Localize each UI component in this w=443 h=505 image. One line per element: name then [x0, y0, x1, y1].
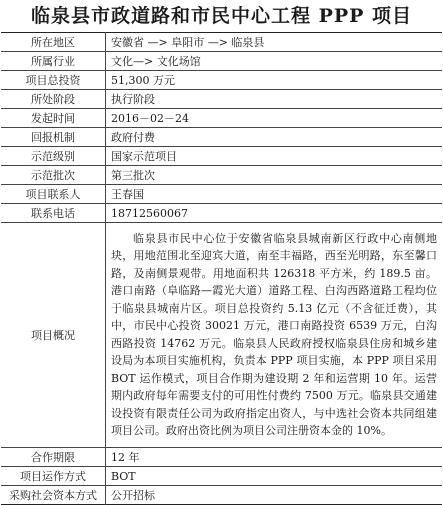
row-label: 回报机制	[1, 128, 106, 147]
row-label: 项目运作方式	[1, 467, 106, 486]
row-label: 项目概况	[1, 223, 106, 448]
table-row	[1, 33, 442, 52]
table-row	[1, 90, 442, 109]
row-label: 发起时间	[1, 109, 106, 128]
page-title: 临泉县市政道路和市民中心工程 PPP 项目	[30, 5, 413, 27]
row-value-return-mechanism: 政府付费	[106, 128, 443, 147]
row-label: 项目总投资	[1, 71, 106, 90]
row-value-region: 安徽省 —> 阜阳市 —> 临泉县	[106, 33, 443, 52]
project-info-table	[1, 32, 442, 505]
row-value-phone: 18712560067	[106, 204, 443, 223]
row-value-launch-date: 2016－02－24	[106, 109, 443, 128]
row-value-operation-mode: BOT	[106, 467, 443, 486]
row-label: 采购社会资本方式	[1, 486, 106, 505]
row-value-contact: 王春国	[106, 185, 443, 204]
row-value-procurement: 公开招标	[106, 486, 443, 505]
table-row	[1, 448, 442, 467]
row-value-term: 12 年	[106, 448, 443, 467]
row-label: 所属行业	[1, 52, 106, 71]
table-row	[1, 147, 442, 166]
row-label: 示范批次	[1, 166, 106, 185]
row-label: 项目联系人	[1, 185, 106, 204]
table-row	[1, 128, 442, 147]
row-label: 示范级别	[1, 147, 106, 166]
table-row	[1, 467, 442, 486]
table-row	[1, 71, 442, 90]
row-label: 合作期限	[1, 448, 106, 467]
row-label: 所处阶段	[1, 90, 106, 109]
row-label: 所在地区	[1, 33, 106, 52]
table-row	[1, 204, 442, 223]
row-value-total-investment: 51,300 万元	[106, 71, 443, 90]
row-value-demo-level: 国家示范项目	[106, 147, 443, 166]
table-row	[1, 185, 442, 204]
row-value-stage: 执行阶段	[106, 90, 443, 109]
row-value-industry: 文化—> 文化场馆	[106, 52, 443, 71]
row-label: 联系电话	[1, 204, 106, 223]
table-row	[1, 109, 442, 128]
table-row	[1, 486, 442, 505]
project-overview-text: 临泉县市民中心位于安徽省临泉县城南新区行政中心南侧地块，用地范围北至迎宾大道，南至丰福路，西至光明路，东至馨口路，及南侧景观带。用地面积共 126318 平方米，约 189.5 亩。港口南路（阜临路—霞光大道）道路工程、白沟西路道路工程均位于临泉县城南片区。项目总投资约 5.13 亿元（不含征迁费），其中，市民中心投资 30021 万元，港口南路投资 6539 万元，白沟西路投资 14762 万元。临泉县人民政府授权临泉县住房和城乡建设局为本项目实施机构，负责本 PPP 项目实施，本 PPP 项目采用 BOT 运作模式，项目合作期为建设期 2 年和运营期 10 年。运营期内政府每年需要支付的可用性付费约 7500 万元。临泉县交通建设投资有限责任公司为政府指定出资人，与中选社会资本共同组建项目公司。政府出资比例为项目公司注册资本金的 10%。	[106, 223, 443, 448]
table-row	[1, 166, 442, 185]
table-row	[1, 223, 442, 448]
row-value-demo-batch: 第三批次	[106, 166, 443, 185]
table-row	[1, 52, 442, 71]
